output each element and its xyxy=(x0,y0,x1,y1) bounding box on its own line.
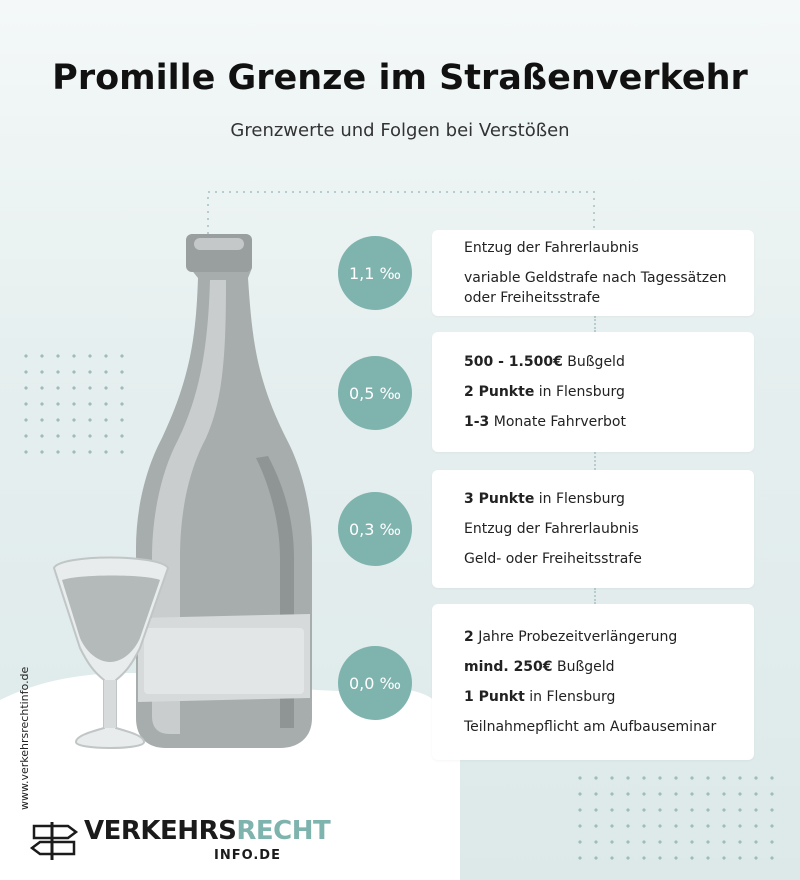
level-card xyxy=(432,604,754,760)
card-line: Geld- oder Freiheitsstrafe xyxy=(464,551,642,567)
card-line: 1-3 Monate Fahrverbot xyxy=(464,414,626,430)
level-card xyxy=(432,470,754,588)
card-connector xyxy=(594,452,596,470)
card-connector xyxy=(594,588,596,604)
page-subtitle: Grenzwerte und Folgen bei Verstößen xyxy=(230,120,570,141)
card-line: Teilnahmepflicht am Aufbauseminar xyxy=(464,719,717,735)
brand-logo xyxy=(28,812,331,868)
card-line: 500 - 1.500€ Bußgeld xyxy=(464,354,625,370)
card-line: 2 Jahre Probezeitverlängerung xyxy=(464,629,678,645)
wine-bottle-illustration xyxy=(40,228,330,768)
level-badge: 0,5 ‰ xyxy=(338,356,412,430)
website-url: www.verkehrsrechtinfo.de xyxy=(18,666,31,810)
signpost-icon xyxy=(28,818,80,862)
card-line: 3 Punkte in Flensburg xyxy=(464,491,625,507)
level-badge: 0,0 ‰ xyxy=(338,646,412,720)
logo-subline: INFO.DE xyxy=(214,848,281,863)
logo-wordmark: VERKEHRSRECHT xyxy=(84,816,331,846)
card-line: Entzug der Fahrerlaubnis xyxy=(464,521,639,537)
level-card xyxy=(432,332,754,452)
card-line: 2 Punkte in Flensburg xyxy=(464,384,625,400)
card-line: variable Geldstrafe nach Tagessätzen oder Freiheitsstrafe xyxy=(464,270,727,306)
card-line: 1 Punkt in Flensburg xyxy=(464,689,616,705)
level-badge: 1,1 ‰ xyxy=(338,236,412,310)
page-title: Promille Grenze im Straßenverkehr xyxy=(52,58,748,98)
level-card xyxy=(432,230,754,316)
card-line: mind. 250€ Bußgeld xyxy=(464,659,615,675)
card-line: Entzug der Fahrerlaubnis xyxy=(464,240,639,256)
level-badge: 0,3 ‰ xyxy=(338,492,412,566)
card-connector xyxy=(594,316,596,332)
dot-pattern-right xyxy=(572,770,780,866)
